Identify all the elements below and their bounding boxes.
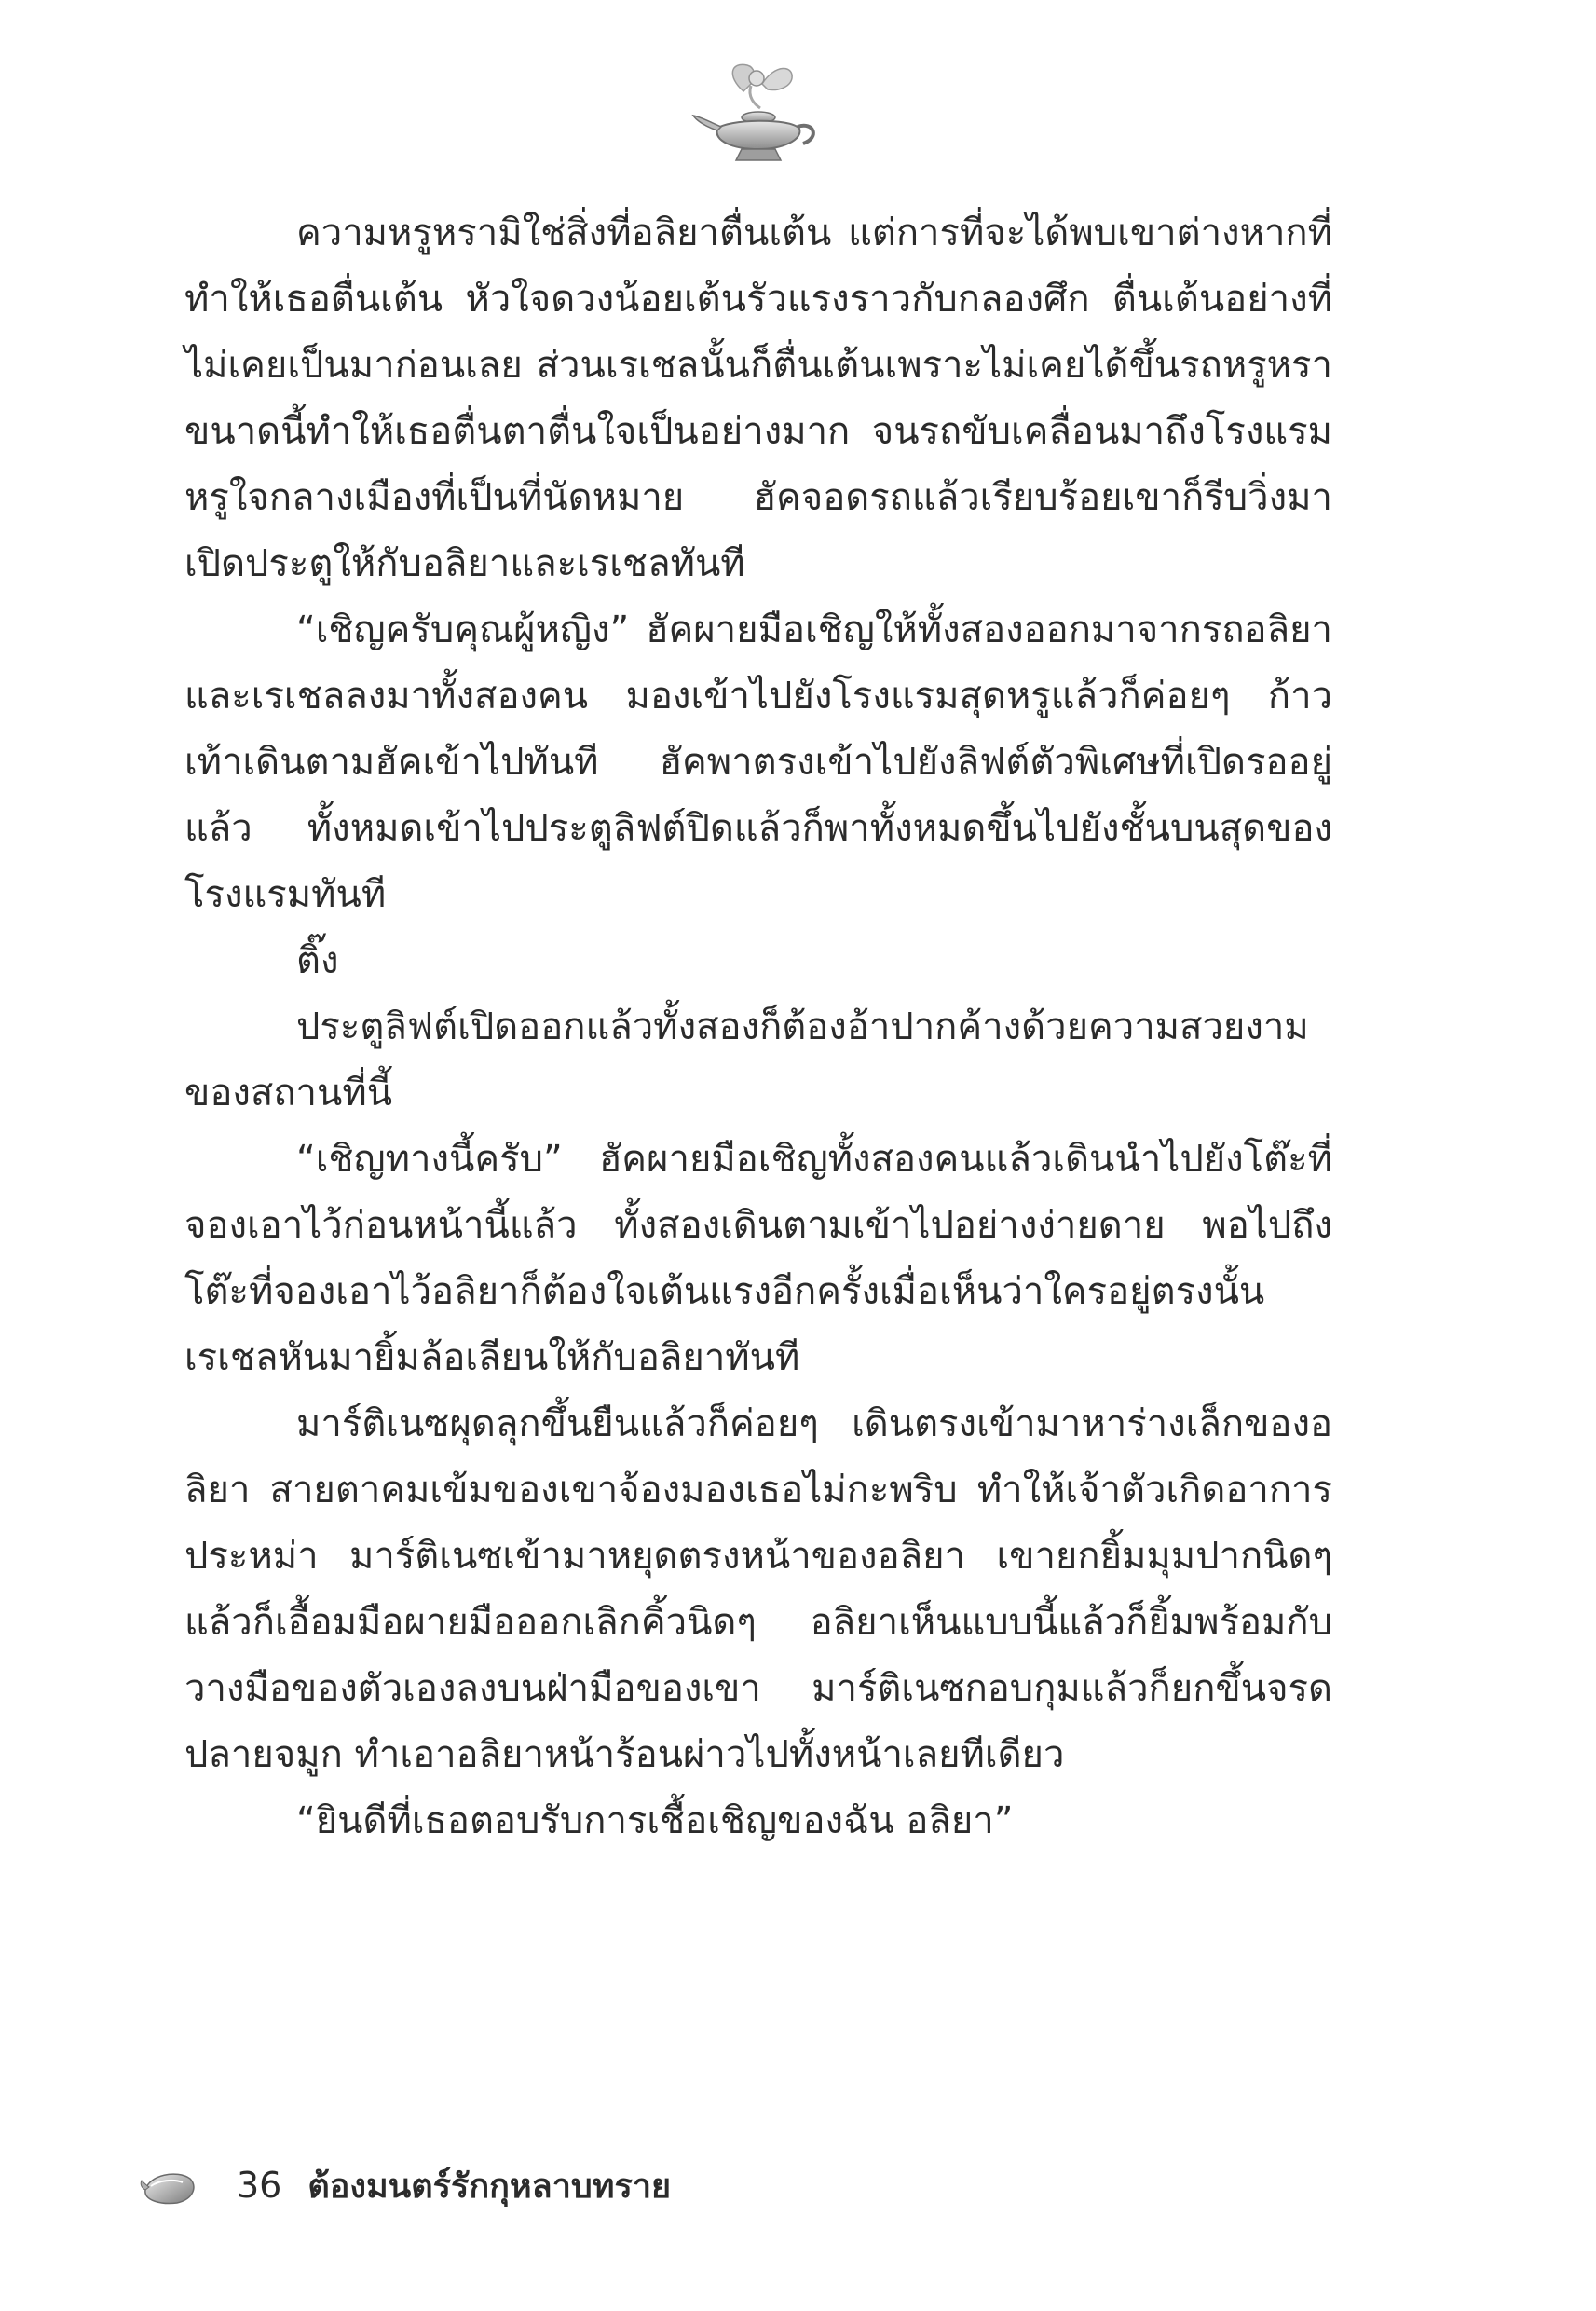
paragraph: “เชิญทางนี้ครับ” ฮัคผายมือเชิญทั้งสองคนแล้วเดินนำไปยังโต๊ะที่จองเอาไว้ก่อนหน้านี้แล้ว ทั้งสองเดินตามเข้าไปอย่างง่ายดาย พอไปถึงโต๊ะที่จองเอาไว้อลิยาก็ต้องใจเต้นแรงอีกครั้งเมื่อเห็นว่าใครอยู่ตรงนั้นเรเชลหันมายิ้มล้อเลียนให้กับอลิยาทันที bbox=[184, 1138, 1332, 1379]
magic-lamp-icon bbox=[140, 2162, 199, 2208]
paragraph: ประตูลิฟต์เปิดออกแล้วทั้งสองก็ต้องอ้าปากค้างด้วยความสวยงามของสถานที่นี้ bbox=[184, 1005, 1309, 1114]
page-footer bbox=[140, 2153, 978, 2218]
paragraph: ติ๊ง bbox=[296, 939, 339, 982]
magic-lamp-cupid-icon bbox=[689, 56, 829, 168]
paragraph: “ยินดีที่เธอตอบรับการเชื้อเชิญของฉัน อลิยา” bbox=[296, 1799, 1014, 1842]
paragraph: ความหรูหรามิใช่สิ่งที่อลิยาตื่นเต้น แต่การที่จะได้พบเขาต่างหากที่ทำให้เธอตื่นเต้น หัวใจดวงน้อยเต้นรัวแรงราวกับกลองศึก ตื่นเต้นอย่างที่ไม่เคยเป็นมาก่อนเลย ส่วนเรเชลนั้นก็ตื่นเต้นเพราะไม่เคยได้ขึ้นรถหรูหราขนาดนี้ทำให้เธอตื่นตาตื่นใจเป็นอย่างมาก จนรถขับเคลื่อนมาถึงโรงแรมหรูใจกลางเมืองที่เป็นที่นัดหมาย ฮัคจอดรถแล้วเรียบร้อยเขาก็รีบวิ่งมาเปิดประตูให้กับอลิยาและเรเชลทันที bbox=[184, 212, 1332, 585]
paragraph: “เชิญครับคุณผู้หญิง” ฮัคผายมือเชิญให้ทั้งสองออกมาจากรถอลิยาและเรเชลลงมาทั้งสองคน มองเข้าไปยังโรงแรมสุดหรูแล้วก็ค่อยๆ ก้าวเท้าเดินตามฮัคเข้าไปทันที ฮัคพาตรงเข้าไปยังลิฟต์ตัวพิเศษที่เปิดรออยู่แล้ว ทั้งหมดเข้าไปประตูลิฟต์ปิดแล้วก็พาทั้งหมดขึ้นไปยังชั้นบนสุดของโรงแรมทันที bbox=[184, 609, 1332, 916]
story-text bbox=[184, 200, 1332, 1854]
paragraph: มาร์ติเนซผุดลุกขึ้นยืนแล้วก็ค่อยๆ เดินตรงเข้ามาหาร่างเล็กของอลิยา สายตาคมเข้มของเขาจ้องมองเธอไม่กะพริบ ทำให้เจ้าตัวเกิดอาการประหม่า มาร์ติเนซเข้ามาหยุดตรงหน้าของอลิยา เขายกยิ้มมุมปากนิดๆ แล้วก็เอื้อมมือผายมือออกเลิกคิ้วนิดๆ อลิยาเห็นแบบนี้แล้วก็ยิ้มพร้อมกับวางมือของตัวเองลงบนฝ่ามือของเขา มาร์ติเนซกอบกุมแล้วก็ยกขึ้นจรดปลายจมูก ทำเอาอลิยาหน้าร้อนผ่าวไปทั้งหน้าเลยทีเดียว bbox=[184, 1402, 1332, 1776]
page-number: 36 bbox=[237, 2165, 282, 2206]
book-title: ต้องมนตร์รักกุหลาบทราย bbox=[307, 2167, 672, 2206]
